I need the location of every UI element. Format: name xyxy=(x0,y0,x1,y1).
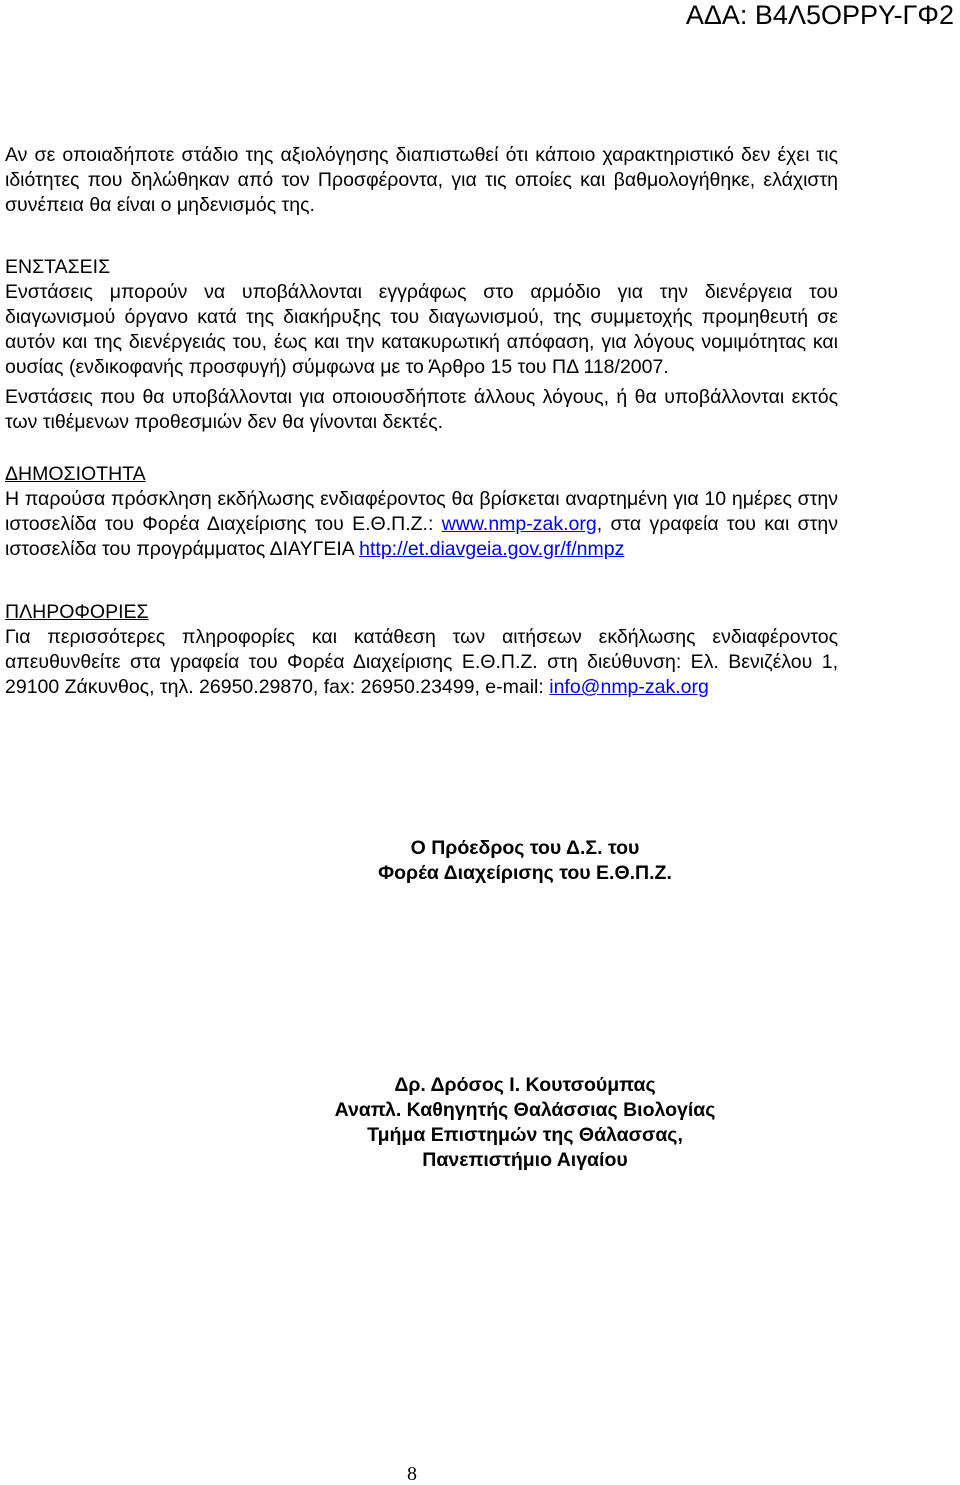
publicity-text-2: , στα γραφεία του και στην ιστοσελίδα του προγράμματος ΔΙΑΥΓΕΙΑ xyxy=(5,513,838,560)
ada-code: ΑΔΑ: Β4Λ5ΟΡΡΥ-ΓΦ2 xyxy=(685,0,954,30)
info-heading: ΠΛΗΡΟΦΟΡΙΕΣ xyxy=(5,601,149,623)
signatory-title-1: Αναπλ. Καθηγητής Θαλάσσιας Βιολογίας xyxy=(334,1099,716,1121)
chairman-line-2: Φορέα Διαχείρισης του Ε.Θ.Π.Ζ. xyxy=(378,862,672,884)
publicity-heading: ΔΗΜΟΣΙΟΤΗΤΑ xyxy=(5,463,146,485)
website-link[interactable]: www.nmp-zak.org xyxy=(441,513,597,535)
objections-paragraph: Ενστάσεις μπορούν να υποβάλλονται εγγράφως στο αρμόδιο για την διενέργεια του διαγωνισμού όργανο κατά της διακήρυξης του διαγωνισμού, της συμμετοχής προμηθευτή σε αυτόν και της διενέργειάς του, έως και την κατακυρωτική απόφαση, για λόγους νομιμότητας και ουσίας (ενδικοφανής προσφυγή) σύμφωνα με το Άρθρο 15 του ΠΔ 118/2007. xyxy=(5,281,838,378)
chairman-line-1: Ο Πρόεδρος του Δ.Σ. του xyxy=(410,837,640,859)
signatory-block xyxy=(0,1073,960,1173)
publicity-text-1: Η παρούσα πρόσκληση εκδήλωσης ενδιαφέροντος θα βρίσκεται αναρτημένη για 10 ημέρες στην ιστοσελίδα του Φορέα Διαχείρισης του Ε.Θ.Π.Ζ.: xyxy=(5,488,838,535)
chairman-block xyxy=(0,836,960,886)
info-paragraph xyxy=(5,625,838,700)
page-number: 8 xyxy=(407,1463,417,1485)
diavgeia-link[interactable]: http://et.diavgeia.gov.gr/f/nmpz xyxy=(359,538,625,560)
info-text: Για περισσότερες πληροφορίες και κατάθεση των αιτήσεων εκδήλωσης ενδιαφέροντος απευθυνθείτε στα γραφεία του Φορέα Διαχείρισης Ε.Θ.Π.Ζ. στη διεύθυνση: Ελ. Βενιζέλου 1, 29100 Ζάκυνθος, τηλ. 26950.29870, fax: 26950.23499, e-mail: xyxy=(5,626,838,698)
objections-heading: ΕΝΣΤΑΣΕΙΣ xyxy=(5,256,111,278)
signatory-name: Δρ. Δρόσος Ι. Κουτσούμπας xyxy=(394,1074,656,1096)
intro-paragraph: Αν σε οποιαδήποτε στάδιο της αξιολόγησης διαπιστωθεί ότι κάποιο χαρακτηριστικό δεν έχει τις ιδιότητες που δηλώθηκαν από τον Προσφέροντα, για τις οποίες και βαθμολογήθηκε, ελάχιστη συνέπεια θα είναι ο μηδενισμός της. xyxy=(5,144,838,216)
objections-paragraph-2: Ενστάσεις που θα υποβάλλονται για οποιουσδήποτε άλλους λόγους, ή θα υποβάλλονται εκτός των τιθέμενων προθεσμιών δεν θα γίνονται δεκτές. xyxy=(5,386,838,433)
email-link[interactable]: info@nmp-zak.org xyxy=(549,676,709,698)
document-body xyxy=(5,143,838,700)
publicity-paragraph xyxy=(5,487,838,562)
signatory-title-2: Τμήμα Επιστημών της Θάλασσας, xyxy=(367,1124,683,1146)
signatory-title-3: Πανεπιστήμιο Αιγαίου xyxy=(422,1149,628,1171)
